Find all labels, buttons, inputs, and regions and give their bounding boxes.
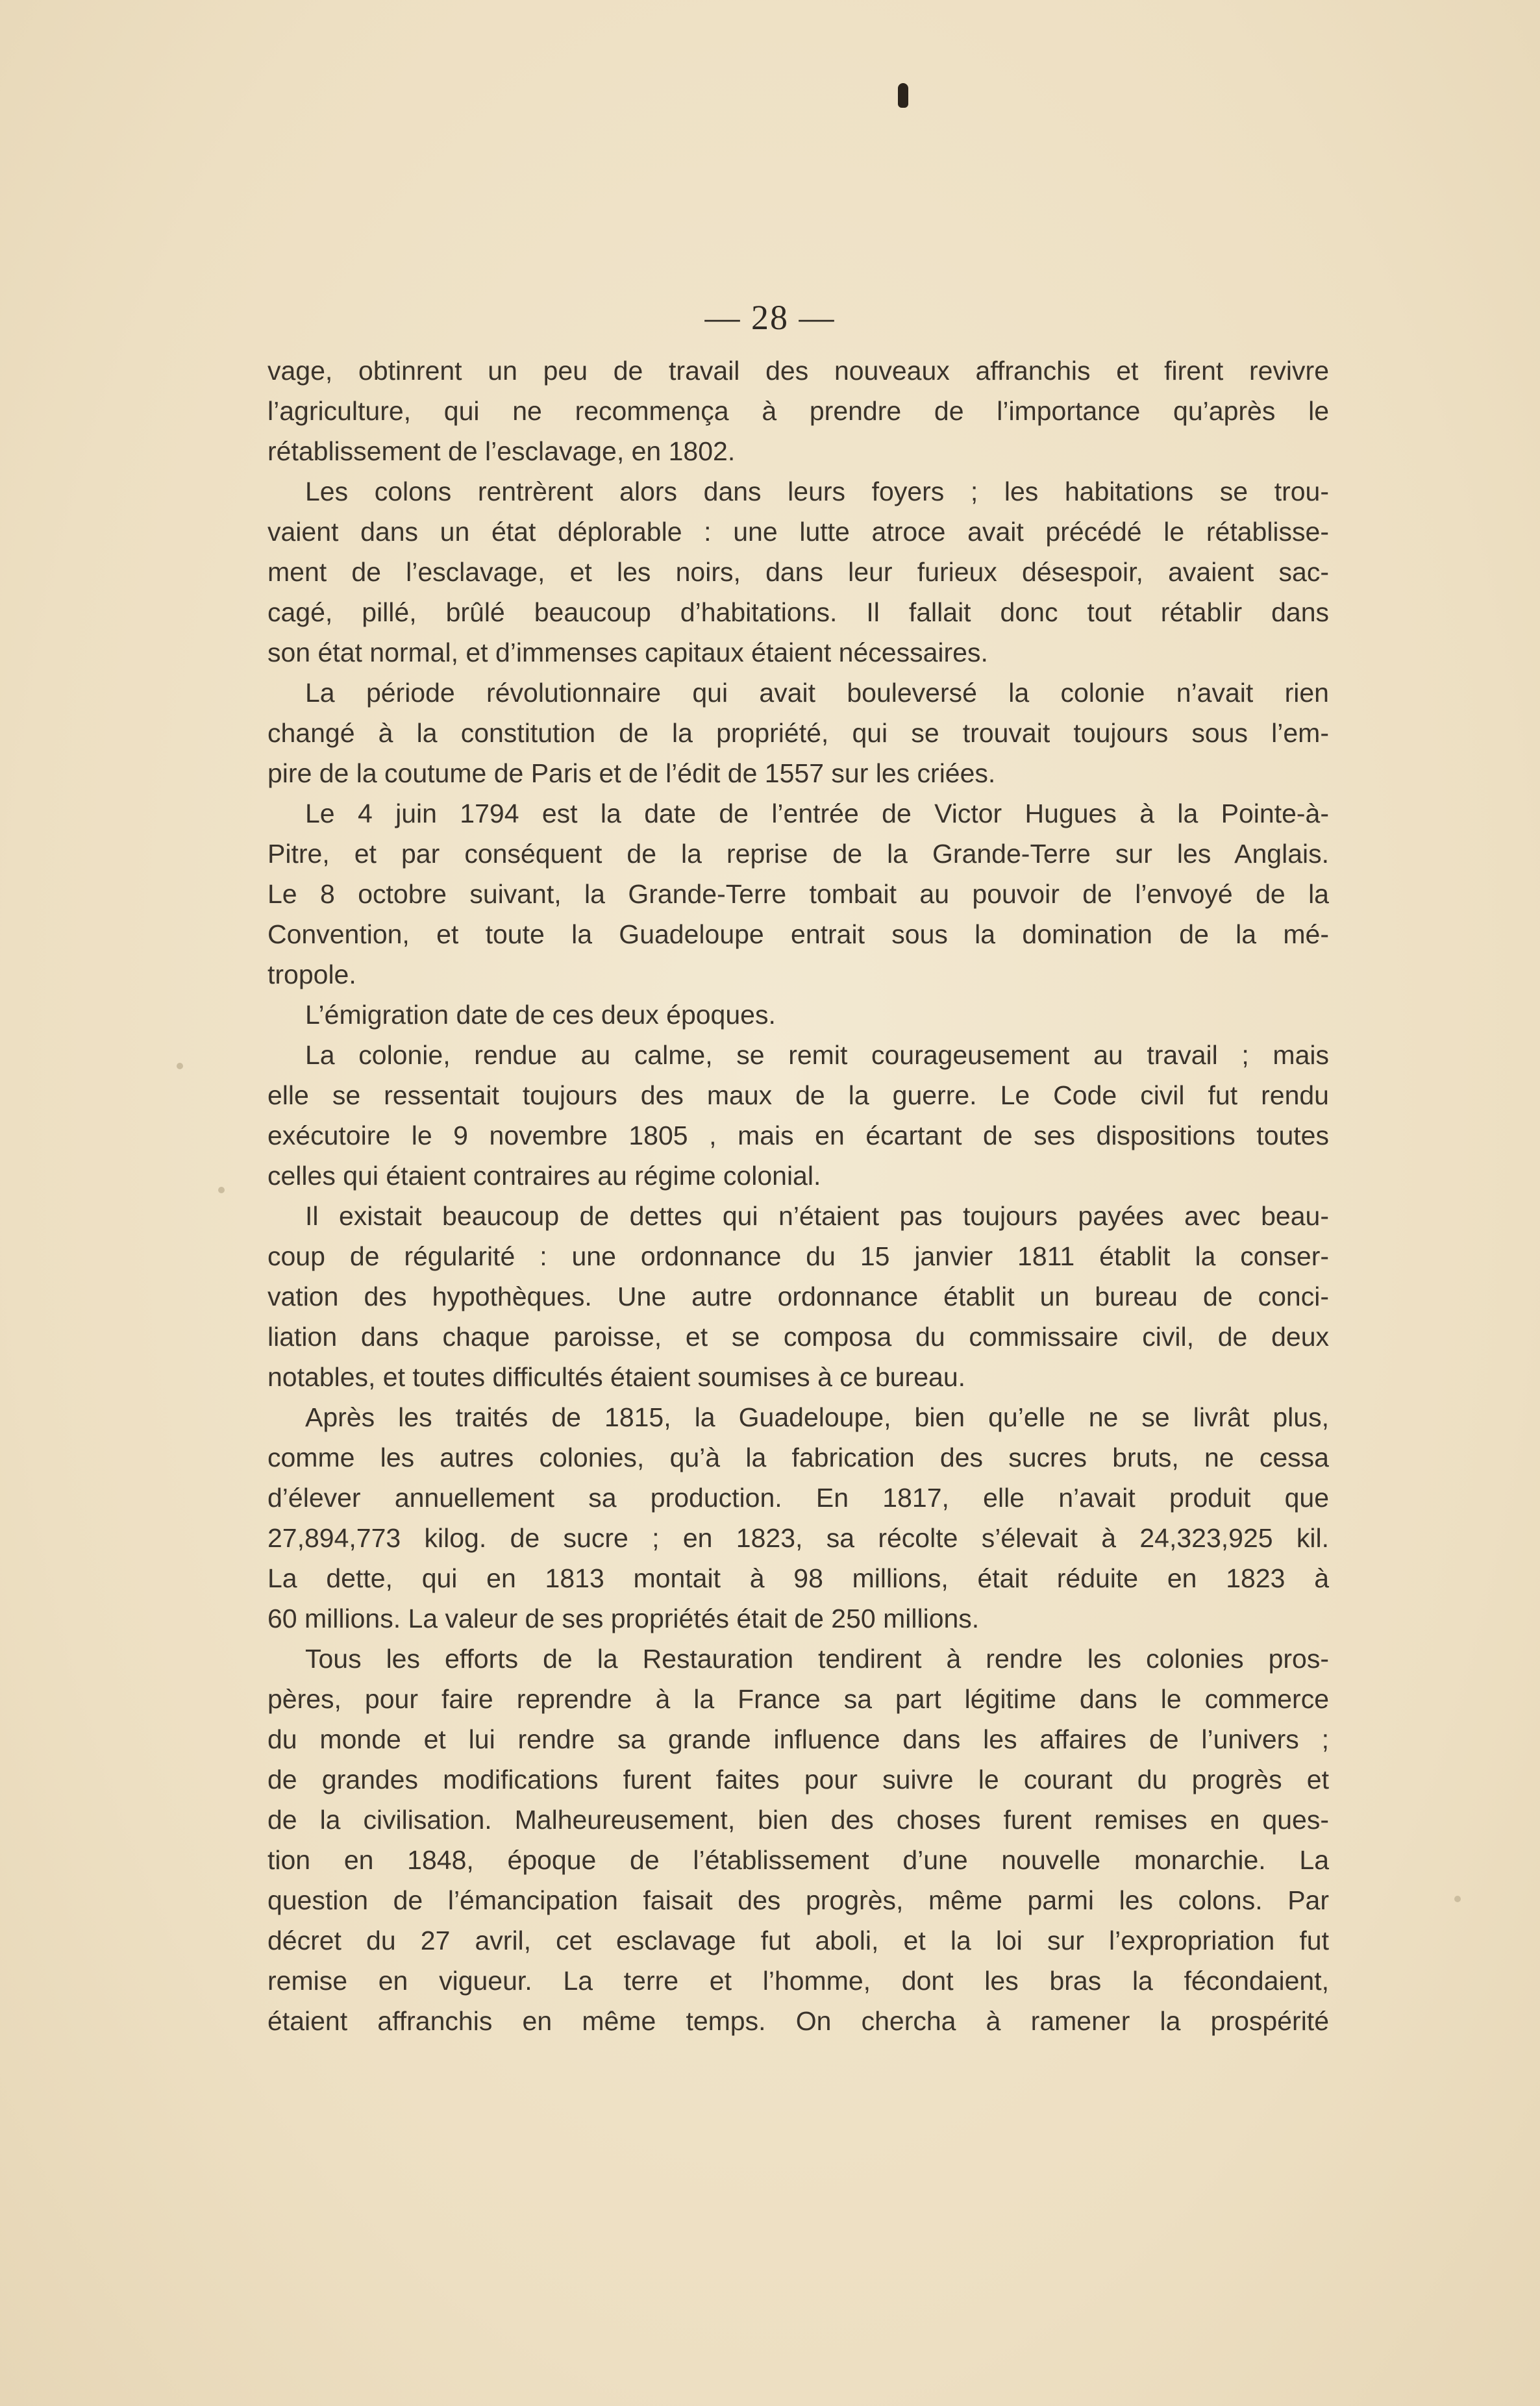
paper-speck (177, 1063, 183, 1069)
text-line: La dette, qui en 1813 montait à 98 millions, était réduite en 1823 à (267, 1563, 1329, 1593)
text-line: d’élever annuellement sa production. En 1817, elle n’avait produit que (267, 1483, 1329, 1513)
text-line: La période révolutionnaire qui avait bouleversé la colonie n’avait rien (305, 678, 1329, 708)
text-line: liation dans chaque paroisse, et se composa du commissaire civil, de deux (267, 1322, 1329, 1352)
text-line: vation des hypothèques. Une autre ordonnance établit un bureau de conci- (267, 1282, 1329, 1311)
text-line: L’émigration date de ces deux époques. (305, 1000, 776, 1030)
text-line: du monde et lui rendre sa grande influence dans les affaires de l’univers ; (267, 1724, 1329, 1754)
text-line: celles qui étaient contraires au régime colonial. (267, 1161, 821, 1191)
text-line: changé à la constitution de la propriété, qui se trouvait toujours sous l’em- (267, 718, 1329, 748)
text-line: Le 4 juin 1794 est la date de l’entrée de Victor Hugues à la Pointe-à- (305, 799, 1329, 828)
text-line: vaient dans un état déplorable : une lutte atroce avait précédé le rétablisse- (267, 517, 1329, 547)
text-line: son état normal, et d’immenses capitaux étaient nécessaires. (267, 638, 988, 667)
text-line: elle se ressentait toujours des maux de la guerre. Le Code civil fut rendu (267, 1080, 1329, 1110)
text-line: 60 millions. La valeur de ses propriétés était de 250 millions. (267, 1604, 980, 1633)
text-line: décret du 27 avril, cet esclavage fut aboli, et la loi sur l’expropriation fut (267, 1926, 1329, 1955)
text-line: exécutoire le 9 novembre 1805 , mais en écartant de ses dispositions toutes (267, 1121, 1329, 1150)
text-line: de la civilisation. Malheureusement, bien des choses furent remises en ques- (267, 1805, 1329, 1835)
text-line: Après les traités de 1815, la Guadeloupe, bien qu’elle ne se livrât plus, (305, 1402, 1329, 1432)
text-line: ment de l’esclavage, et les noirs, dans leur furieux désespoir, avaient sac- (267, 557, 1329, 587)
text-line: pères, pour faire reprendre à la France sa part légitime dans le commerce (267, 1684, 1329, 1714)
text-line: de grandes modifications furent faites pour suivre le courant du progrès et (267, 1765, 1329, 1794)
page-number: — 28 — (704, 298, 836, 337)
text-line: tropole. (267, 960, 356, 989)
text-line: pire de la coutume de Paris et de l’édit de 1557 sur les criées. (267, 758, 996, 788)
text-line: étaient affranchis en même temps. On chercha à ramener la prospérité (267, 2006, 1329, 2036)
text-line: Il existait beaucoup de dettes qui n’étaient pas toujours payées avec beau- (305, 1201, 1329, 1231)
text-line: l’agriculture, qui ne recommença à prendre de l’importance qu’après le (267, 396, 1329, 426)
text-line: vage, obtinrent un peu de travail des nouveaux affranchis et firent revivre (267, 356, 1329, 386)
text-line: comme les autres colonies, qu’à la fabrication des sucres bruts, ne cessa (267, 1443, 1329, 1472)
text-line: notables, et toutes difficultés étaient soumises à ce bureau. (267, 1362, 966, 1392)
text-line: La colonie, rendue au calme, se remit courageusement au travail ; mais (305, 1040, 1329, 1070)
paper-speck (1454, 1896, 1461, 1902)
text-line: cagé, pillé, brûlé beaucoup d’habitations. Il fallait donc tout rétablir dans (267, 597, 1329, 627)
text-line: Les colons rentrèrent alors dans leurs foyers ; les habitations se trou- (305, 477, 1329, 506)
text-line: remise en vigueur. La terre et l’homme, dont les bras la fécondaient, (267, 1966, 1329, 1996)
text-line: Pitre, et par conséquent de la reprise de la Grande-Terre sur les Anglais. (267, 839, 1329, 869)
body-text (267, 351, 1329, 2041)
text-line: Tous les efforts de la Restauration tendirent à rendre les colonies pros- (305, 1644, 1329, 1674)
text-line: coup de régularité : une ordonnance du 15 janvier 1811 établit la conser- (267, 1241, 1329, 1271)
paper-speck (218, 1187, 225, 1193)
text-line: question de l’émancipation faisait des progrès, même parmi les colons. Par (267, 1885, 1329, 1915)
text-line: Convention, et toute la Guadeloupe entrait sous la domination de la mé- (267, 919, 1329, 949)
text-line: 27,894,773 kilog. de sucre ; en 1823, sa récolte s’élevait à 24,323,925 kil. (267, 1523, 1329, 1553)
ink-mark (898, 83, 908, 108)
text-line: Le 8 octobre suivant, la Grande-Terre tombait au pouvoir de l’envoyé de la (267, 879, 1329, 909)
text-line: tion en 1848, époque de l’établissement d’une nouvelle monarchie. La (267, 1845, 1329, 1875)
text-line: rétablissement de l’esclavage, en 1802. (267, 436, 736, 466)
